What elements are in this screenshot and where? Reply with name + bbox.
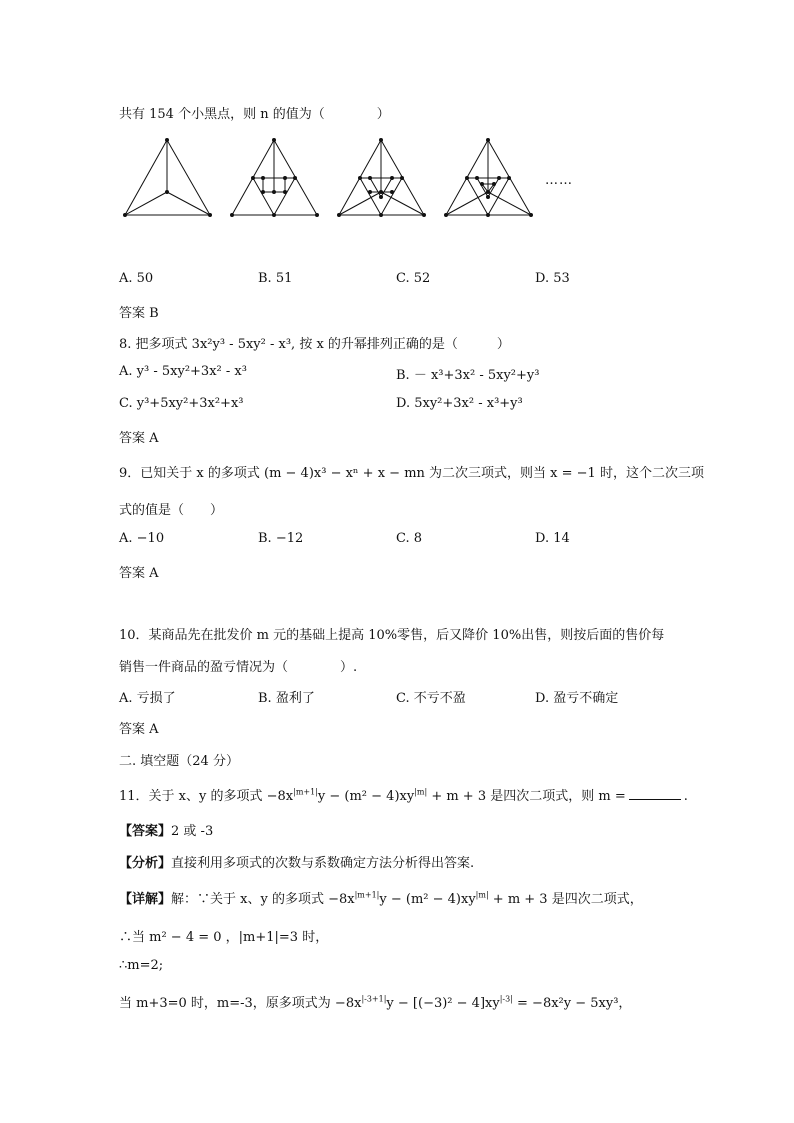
section-heading: 二. 填空题（24 分） [119,754,239,769]
q10-option-b: B. 盈利了 [258,691,315,706]
q9-stem-line2: 式的值是（ ） [119,503,224,518]
triangle-dot-pattern-figure [118,134,598,224]
q8-answer: 答案 A [119,431,159,446]
q7-answer: 答案 B [119,306,159,321]
q10-stem-line1: 10．某商品先在批发价 m 元的基础上提高 10%零售，后又降价 10%出售，则按后面的售价每 [119,628,665,643]
q9-option-b: B. −12 [258,531,304,546]
triangle-figure-2 [232,140,317,215]
q11-detail: 【详解】解：∵关于 x、y 的多项式 $-8x^{|m+1|}y - (m^2 - 4)xy^{|m|} + m + 3$ 是四次二项式， [119,890,643,907]
q9-answer: 答案 A [119,566,159,581]
q7-option-d: D. 53 [535,271,570,286]
q11-answer: 【答案】2 或 -3 [119,824,214,839]
answer-blank [629,788,681,800]
q8-option-b: B. － x³+3x² - 5xy²+y³ [396,368,540,383]
q8-option-a: A. y³ - 5xy²+3x² - x³ [119,364,247,379]
q10-option-c: C. 不亏不盈 [396,691,466,706]
triangle-figure-4 [446,140,531,215]
q10-option-a: A. 亏损了 [119,691,176,706]
triangle-figure-1 [125,140,210,215]
q9-option-a: A. −10 [119,531,165,546]
q8-option-c: C. y³+5xy²+3x²+x³ [119,396,244,411]
q10-answer: 答案 A [119,722,159,737]
q7-option-c: C. 52 [396,271,431,286]
q8-option-d: D. 5xy²+3x² - x³+y³ [396,396,523,411]
q11-step3: 当 m+3=0 时，m=-3，原多项式为 $-8x^{|-3+1|}y - [(-3)^2 - 4]xy^{|-3|} = -8x^2y - 5xy^3$， [119,994,632,1011]
q10-stem-line2: 销售一件商品的盈亏情况为（ ）. [119,660,358,675]
triangle-figure-3 [339,140,424,215]
q9-option-d: D. 14 [535,531,570,546]
q7-option-a: A. 50 [119,271,154,286]
q11-analysis: 【分析】直接利用多项式的次数与系数确定方法分析得出答案. [119,856,475,871]
q11-step2: ∴m=2; [119,958,164,973]
q9-stem-line1: 9．已知关于 x 的多项式 (m − 4)x³ − xⁿ + x − mn 为二次三项式，则当 x = −1 时，这个二次三项 [119,466,704,481]
q9-option-c: C. 8 [396,531,423,546]
ellipsis: …… [545,173,573,188]
q7-option-b: B. 51 [258,271,293,286]
q10-option-d: D. 盈亏不确定 [535,691,619,706]
q11-step1: ∴当 m² − 4 = 0 ，|m+1|=3 时， [119,930,329,945]
q7-stem: 共有 154 个小黑点，则 n 的值为（ ） [119,107,390,122]
q11-stem: 11．关于 x、y 的多项式 $-8x^{|m+1|}y - (m^2 - 4)xy^{|m|} + m + 3$ 是四次二项式，则 m = . [119,787,688,804]
q8-stem: 8. 把多项式 3x²y³ - 5xy² - x³, 按 x 的升幂排列正确的是（ ） [119,337,510,352]
